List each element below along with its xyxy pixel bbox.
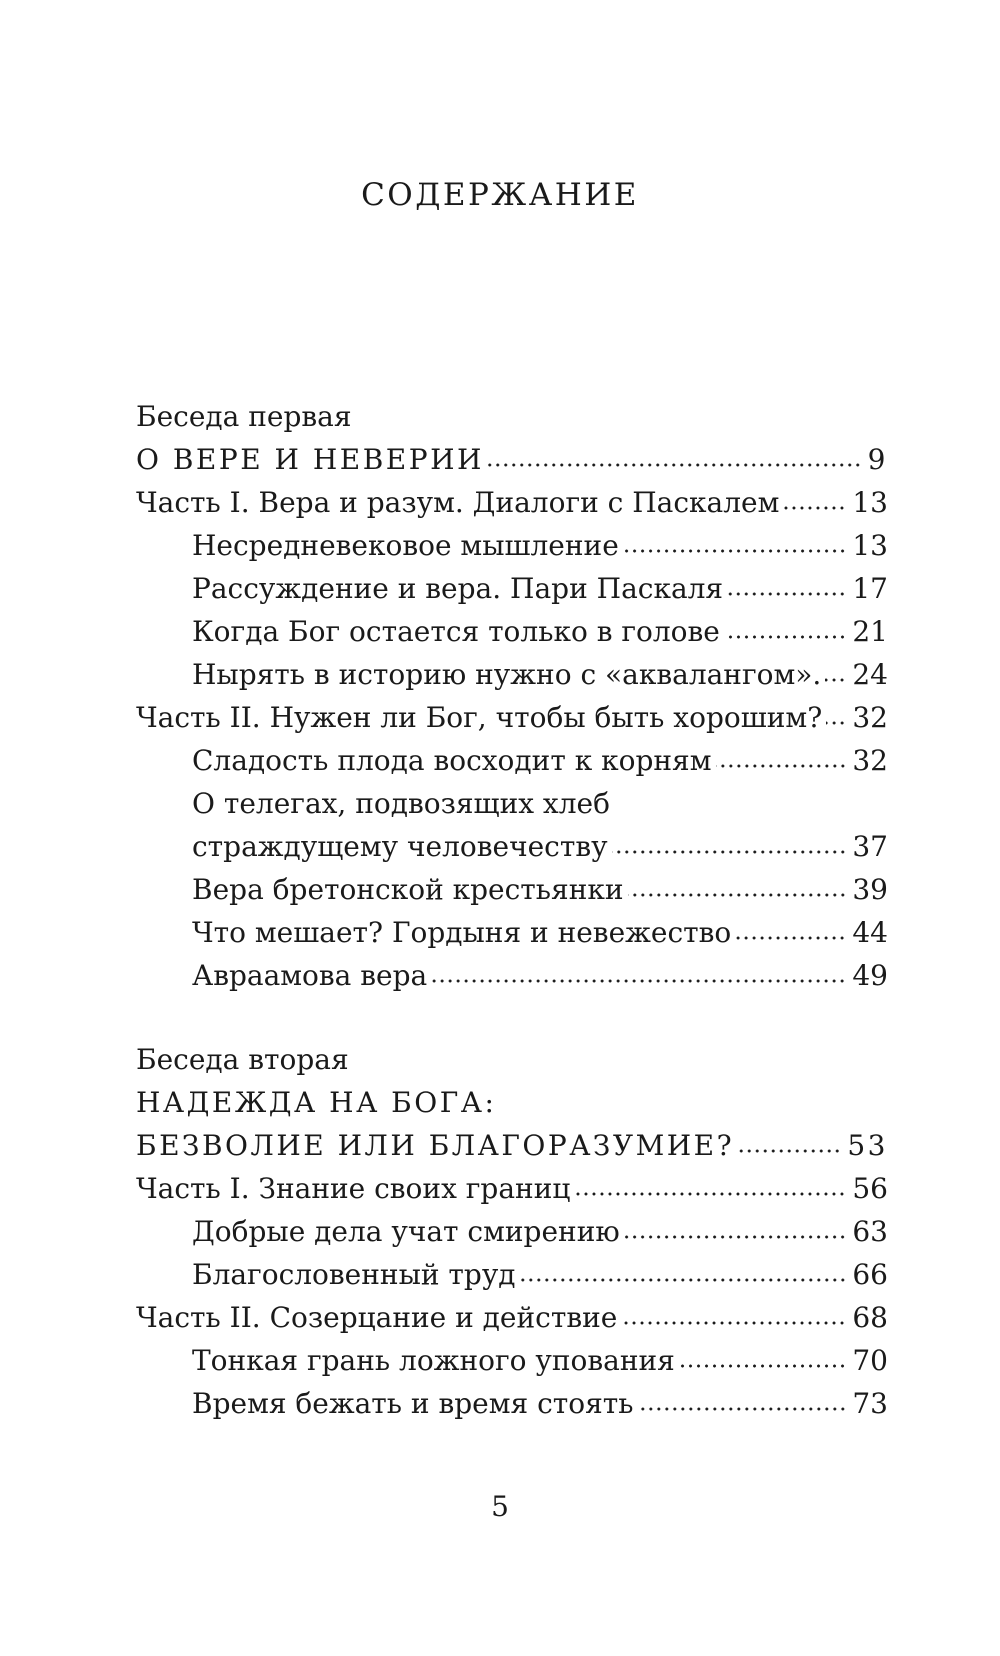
dot-leader bbox=[621, 1319, 846, 1327]
dot-leader bbox=[716, 762, 847, 770]
toc-entry-section-title[interactable] bbox=[136, 438, 888, 481]
toc-entry-text: Добрые дела учат смирению bbox=[192, 1215, 620, 1248]
toc-entry[interactable] bbox=[136, 1339, 888, 1382]
toc-entry[interactable] bbox=[136, 481, 888, 524]
toc-entry[interactable] bbox=[136, 1253, 888, 1296]
section-title-line1[interactable]: НАДЕЖДА НА БОГА: bbox=[136, 1086, 497, 1119]
toc-entry-page: 37 bbox=[852, 830, 888, 863]
toc-entry[interactable] bbox=[136, 696, 888, 739]
toc-entry[interactable] bbox=[136, 911, 888, 954]
section-heading: Беседа первая bbox=[136, 400, 352, 433]
toc-entry[interactable] bbox=[136, 1167, 888, 1210]
toc-entry-page: 32 bbox=[852, 744, 888, 777]
toc-entry-page: 53 bbox=[847, 1129, 888, 1162]
toc-entry-page: 32 bbox=[852, 701, 888, 734]
page-number: 5 bbox=[491, 1490, 509, 1523]
toc-entry-page: 44 bbox=[852, 916, 888, 949]
dot-leader bbox=[727, 590, 846, 598]
toc-entry-text: Вера бретонской крестьянки bbox=[192, 873, 624, 906]
toc-entry[interactable] bbox=[136, 739, 888, 782]
dot-leader bbox=[628, 891, 847, 899]
toc-entry-page: 49 bbox=[852, 959, 888, 992]
dot-leader bbox=[431, 977, 846, 985]
toc-entry-page: 63 bbox=[852, 1215, 888, 1248]
toc-entry[interactable] bbox=[136, 1382, 888, 1425]
toc-entry-text: Часть II. Нужен ли Бог, чтобы быть хорошим? bbox=[136, 701, 823, 734]
dot-leader bbox=[783, 504, 846, 512]
toc-entry-page: 66 bbox=[852, 1258, 888, 1291]
toc-entry[interactable] bbox=[136, 567, 888, 610]
toc-entry[interactable] bbox=[136, 868, 888, 911]
toc-entry-text: Благословенный труд bbox=[192, 1258, 516, 1291]
toc-entry-text: БЕЗВОЛИЕ ИЛИ БЛАГОРАЗУМИЕ? bbox=[136, 1129, 735, 1162]
toc-entry-page: 39 bbox=[852, 873, 888, 906]
toc-entry-text: Авраамова вера bbox=[192, 959, 428, 992]
dot-leader bbox=[826, 719, 846, 727]
toc-entry[interactable] bbox=[136, 825, 888, 868]
toc-entry-page: 68 bbox=[852, 1301, 888, 1334]
toc-entry[interactable] bbox=[136, 524, 888, 567]
toc-entry-text: Рассуждение и вера. Пари Паскаля bbox=[192, 572, 724, 605]
dot-leader bbox=[574, 1190, 846, 1198]
toc-entry-text: Тонкая грань ложного упования bbox=[192, 1344, 675, 1377]
toc-entry-text: Когда Бог остается только в голове bbox=[192, 615, 720, 648]
toc-entry-text-line1[interactable]: О телегах, подвозящих хлеб bbox=[192, 787, 610, 820]
dot-leader bbox=[738, 1147, 841, 1155]
dot-leader bbox=[623, 547, 847, 555]
toc-entry[interactable] bbox=[136, 954, 888, 997]
section-spacer bbox=[136, 997, 888, 1038]
toc-entry-text: О ВЕРЕ И НЕВЕРИИ bbox=[136, 443, 484, 476]
section-heading: Беседа вторая bbox=[136, 1043, 349, 1076]
dot-leader bbox=[488, 461, 862, 469]
dot-leader bbox=[724, 633, 846, 641]
toc-entry-section-title[interactable] bbox=[136, 1124, 888, 1167]
toc-entry[interactable] bbox=[136, 610, 888, 653]
table-of-contents bbox=[136, 395, 888, 1425]
dot-leader bbox=[825, 676, 846, 684]
toc-entry-page: 17 bbox=[852, 572, 888, 605]
toc-entry-text: Часть I. Знание своих границ bbox=[136, 1172, 571, 1205]
dot-leader bbox=[735, 934, 846, 942]
toc-entry-text: Время бежать и время стоять bbox=[192, 1387, 634, 1420]
toc-entry-text: Что мешает? Гордыня и невежество bbox=[192, 916, 732, 949]
dot-leader bbox=[638, 1405, 847, 1413]
toc-entry-page: 24 bbox=[852, 658, 888, 691]
toc-entry-text: Часть II. Созерцание и действие bbox=[136, 1301, 618, 1334]
dot-leader bbox=[679, 1362, 847, 1370]
toc-entry[interactable] bbox=[136, 1210, 888, 1253]
dot-leader bbox=[624, 1233, 847, 1241]
toc-entry-page: 70 bbox=[852, 1344, 888, 1377]
toc-entry-page: 73 bbox=[852, 1387, 888, 1420]
toc-entry[interactable] bbox=[136, 653, 888, 696]
toc-entry-text: Нырять в историю нужно с «аквалангом». bbox=[192, 658, 822, 691]
toc-entry-text: Несредневековое мышление bbox=[192, 529, 619, 562]
toc-entry[interactable] bbox=[136, 1296, 888, 1339]
toc-entry-page: 9 bbox=[867, 443, 888, 476]
dot-leader bbox=[520, 1276, 847, 1284]
toc-entry-page: 13 bbox=[852, 529, 888, 562]
dot-leader bbox=[612, 848, 847, 856]
toc-entry-page: 13 bbox=[852, 486, 888, 519]
page-title: СОДЕРЖАНИЕ bbox=[361, 177, 639, 213]
toc-entry-text: Сладость плода восходит к корням bbox=[192, 744, 712, 777]
toc-entry-text: Часть I. Вера и разум. Диалоги с Паскалем bbox=[136, 486, 780, 519]
toc-entry-page: 56 bbox=[852, 1172, 888, 1205]
toc-entry-page: 21 bbox=[852, 615, 888, 648]
toc-entry-text: страждущему человечеству bbox=[192, 830, 608, 863]
